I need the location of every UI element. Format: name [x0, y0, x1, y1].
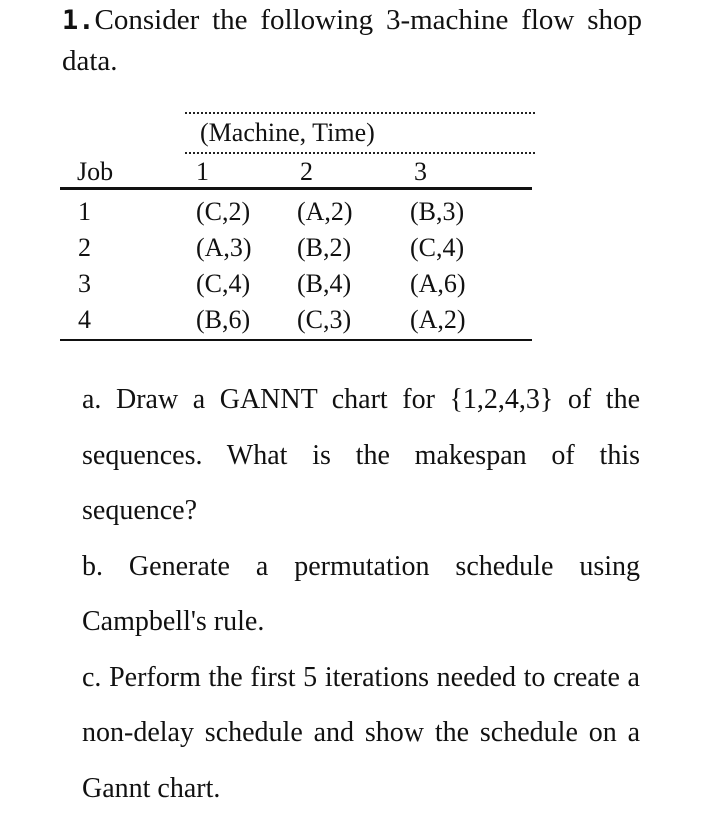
- cell-job: 1: [78, 197, 91, 227]
- question-b: b. Generate a permutation schedule using Campbell's rule.: [82, 539, 640, 650]
- cell-machine-1: (B,6): [196, 305, 250, 335]
- cell-machine-2: (B,2): [297, 233, 351, 263]
- cell-machine-1: (A,3): [196, 233, 252, 263]
- problem-statement: [62, 0, 642, 82]
- cell-machine-2: (C,3): [297, 305, 351, 335]
- cell-machine-3: (C,4): [410, 233, 464, 263]
- question-a: a. Draw a GANNT chart for {1,2,4,3} of the sequences. What is the makespan of this sequence?: [82, 372, 640, 539]
- col-header-3: 3: [414, 157, 427, 187]
- cell-machine-1: (C,4): [196, 269, 250, 299]
- col-header-job: Job: [77, 157, 113, 187]
- group-header: (Machine, Time): [200, 118, 375, 148]
- col-header-1: 1: [196, 157, 209, 187]
- cell-machine-3: (A,6): [410, 269, 466, 299]
- col-header-2: 2: [300, 157, 313, 187]
- cell-machine-2: (A,2): [297, 197, 353, 227]
- bottom-rule: [60, 339, 532, 341]
- mid-dotted-rule: [185, 152, 535, 154]
- cell-machine-2: (B,4): [297, 269, 351, 299]
- questions: [82, 372, 640, 816]
- cell-machine-3: (A,2): [410, 305, 466, 335]
- cell-machine-3: (B,3): [410, 197, 464, 227]
- cell-machine-1: (C,2): [196, 197, 250, 227]
- cell-job: 3: [78, 269, 91, 299]
- cell-job: 4: [78, 305, 91, 335]
- top-dotted-rule: [185, 112, 535, 114]
- question-c: c. Perform the first 5 iterations needed to create a non-delay schedule and show the schedule on a Gannt chart.: [82, 650, 640, 816]
- cell-job: 2: [78, 233, 91, 263]
- header-rule: [60, 187, 532, 190]
- problem-number: 1.: [62, 5, 95, 36]
- problem-intro: Consider the following 3-machine flow shop data.: [62, 4, 642, 77]
